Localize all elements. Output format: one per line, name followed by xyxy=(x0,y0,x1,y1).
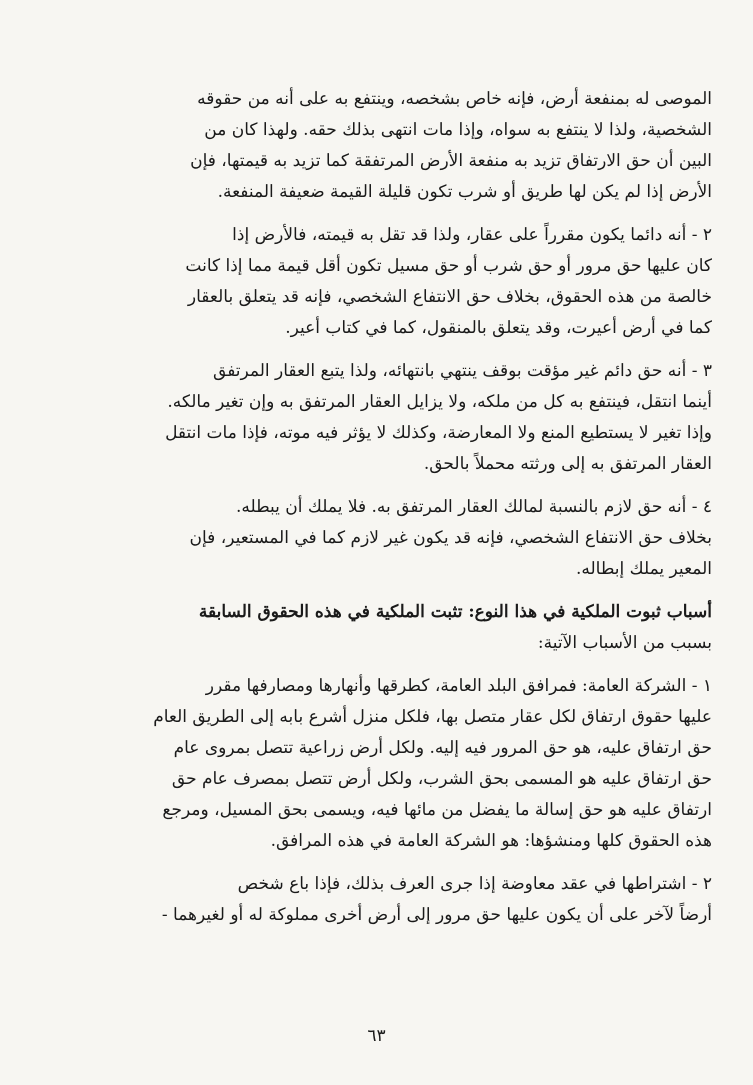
text-line: بسبب من الأسباب الآتية: xyxy=(537,633,712,653)
text-line: الأرض إذا لم يكن لها طريق أو شرب تكون قليلة القيمة ضعيفة المنفعة. xyxy=(217,182,712,202)
text-line: وإذا تغير لا يستطيع المنع ولا المعارضة، وكذلك لا يؤثر فيه موته، فإذا مات انتقل xyxy=(165,423,712,443)
text-line: هذه الحقوق كلها ومنشؤها: هو الشركة العامة في هذه المرافق. xyxy=(270,831,712,851)
page-number: ٦٣ xyxy=(367,1026,386,1046)
text-line: ارتفاق عليه هو حق إسالة ما يفضل من مائها فيه، ويسمى بحق المسيل، ومرجع xyxy=(162,800,712,820)
text-line: البين أن حق الارتفاق تزيد به منفعة الأرض المرتفقة كما تزيد به قيمتها، فإن xyxy=(190,151,712,171)
text-line: عليها حقوق ارتفاق لكل عقار متصل بها، فلكل منزل أشرع بابه إلى الطريق العام xyxy=(153,707,712,727)
paragraph-intro xyxy=(62,84,712,208)
text-line: ٣ - أنه حق دائم غير مؤقت بوقف ينتهي بانتهائه، ولذا يتبع العقار المرتفق xyxy=(213,361,712,381)
document-page xyxy=(62,84,712,943)
text-line: ٤ - أنه حق لازم بالنسبة لمالك العقار المرتفق به. فلا يملك أن يبطله. xyxy=(235,497,712,517)
section-heading: أسباب ثبوت الملكية في هذا النوع: تثبت الملكية في هذه الحقوق السابقة xyxy=(198,602,712,622)
text-line: كان عليها حق مرور أو حق شرب أو حق مسيل تكون أقل قيمة مما إذا كانت xyxy=(185,256,712,276)
text-line: أينما انتقل، فينتفع به كل من ملكه، ولا يزايل العقار المرتفق به وإن تغير مالكه. xyxy=(167,392,712,412)
paragraph-point-4 xyxy=(62,492,712,585)
text-line: ١ - الشركة العامة: فمرافق البلد العامة، كطرقها وأنهارها ومصارفها مقرر xyxy=(205,676,712,696)
paragraph-cause-1 xyxy=(62,671,712,857)
text-line: حق ارتفاق عليه، هو حق المرور فيه إليه. ولكل أرض زراعية تتصل بمروى عام xyxy=(173,738,712,758)
paragraph-point-2 xyxy=(62,220,712,344)
text-line: كما في أرض أعيرت، وقد يتعلق بالمنقول، كما في كتاب أعير. xyxy=(285,318,712,338)
text-line: حق ارتفاق عليه هو المسمى بحق الشرب، ولكل أرض تتصل بمصرف عام حق xyxy=(171,769,712,789)
text-line: أرضاً لآخر على أن يكون عليها حق مرور إلى أرض أخرى مملوكة له أو لغيرهما - xyxy=(161,905,712,925)
paragraph-point-3 xyxy=(62,356,712,480)
text-line: ٢ - أنه دائما يكون مقرراً على عقار، ولذا قد تقل به قيمته، فالأرض إذا xyxy=(232,225,712,245)
paragraph-cause-2 xyxy=(62,869,712,931)
text-line: المعير يملك إبطاله. xyxy=(575,559,712,579)
text-line: العقار المرتفق به إلى ورثته محملاً بالحق. xyxy=(423,454,712,474)
text-line: بخلاف حق الانتفاع الشخصي، فإنه قد يكون غير لازم كما في المستعير، فإن xyxy=(189,528,712,548)
text-line: الشخصية، ولذا لا ينتفع به سواه، وإذا مات انتهى بذلك حقه. ولهذا كان من xyxy=(204,120,712,140)
section-heading-paragraph xyxy=(62,597,712,659)
text-line: الموصى له بمنفعة أرض، فإنه خاص بشخصه، وينتفع به على أنه من حقوقه xyxy=(197,89,712,109)
text-line: خالصة من هذه الحقوق، بخلاف حق الانتفاع الشخصي، فإنه قد يتعلق بالعقار xyxy=(187,287,712,307)
text-line: ٢ - اشتراطها في عقد معاوضة إذا جرى العرف بذلك، فإذا باع شخص xyxy=(237,874,712,894)
